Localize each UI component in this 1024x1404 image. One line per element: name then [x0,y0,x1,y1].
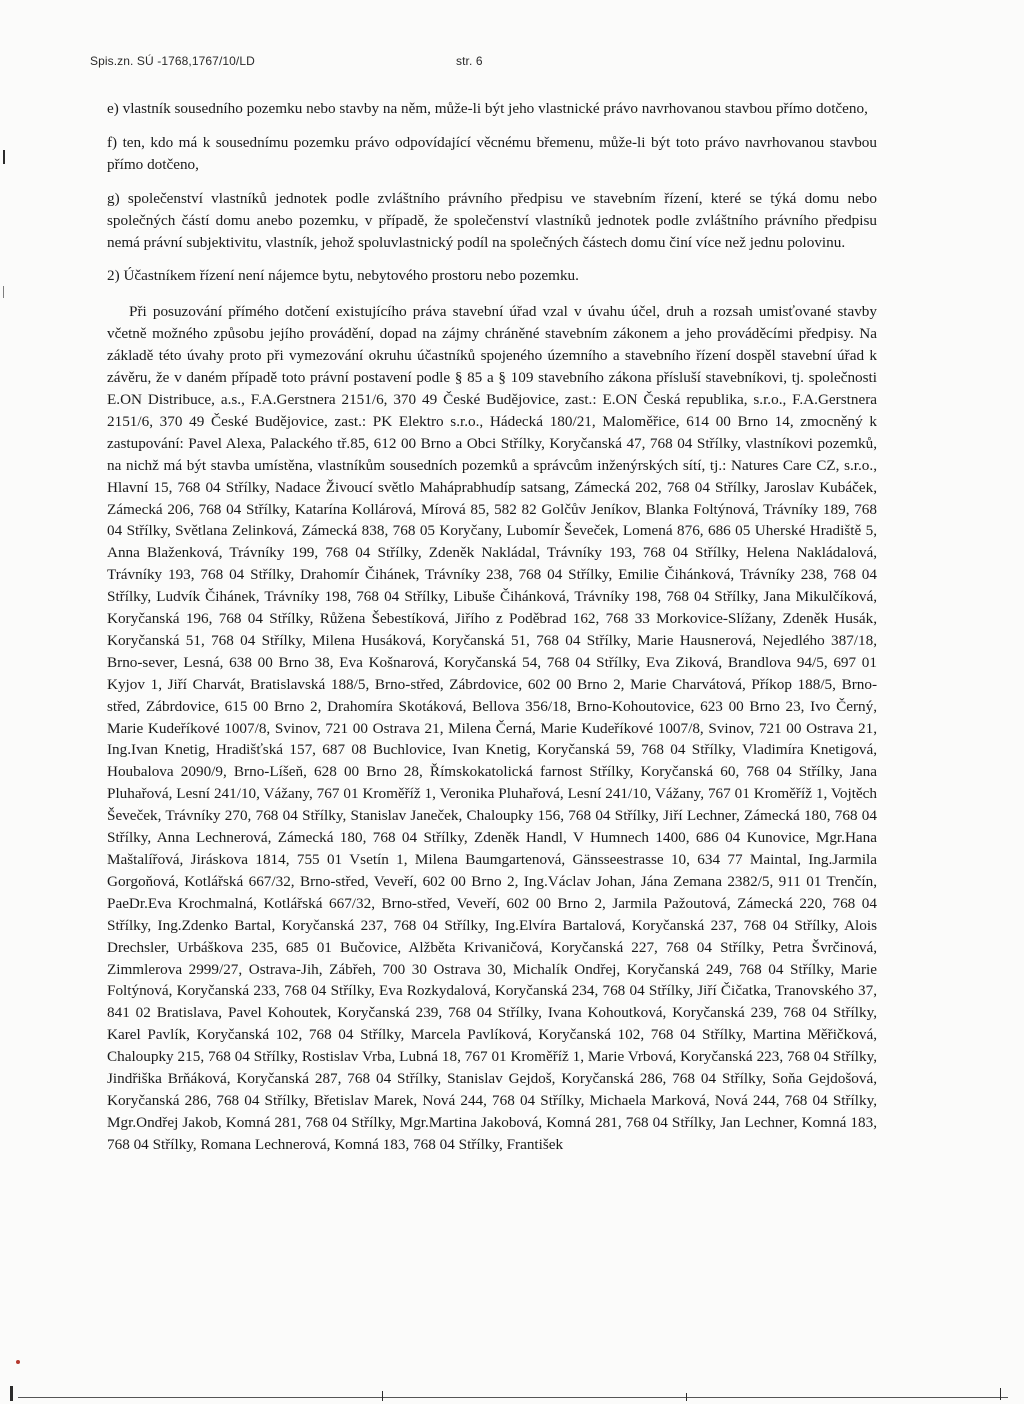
paragraph-main: Při posuzování přímého dotčení existujícího práva stavební úřad vzal v úvahu účel, druh a rozsah umisťované stavby včetně možného způsobu jejího provádění, dopad na zájmy chráněné stavebním zákonem a jeho prováděcími předpisy. Na základě této úvahy proto při vymezování okruhu účastníků spojeného územního a stavebního řízení dospěl stavební úřad k závěru, že v daném případě toto právní postavení podle § 85 a § 109 stavebního zákona přísluší stavebníkovi, tj. společnosti E.ON Distribuce, a.s., F.A.Gerstnera 2151/6, 370 49 České Budějovice, zast.: E.ON Česká republika, s.r.o., F.A.Gerstnera 2151/6, 370 49 České Budějovice, zast.: PK Elektro s.r.o., Hádecká 180/21, Maloměřice, 614 00 Brno 14, zmocněný k zastupování: Pavel Alexa, Palackého tř.85, 612 00 Brno a Obci Střílky, Koryčanská 47, 768 04 Střílky, vlastníkovi pozemků, na nichž má být stavba umístěna, vlastníkům sousedních pozemků a správcům inženýrských sítí, tj.: Natures Care CZ, s.r.o., Hlavní 15, 768 04 Střílky, Nadace Živoucí světlo Maháprabhudíp satsang, Zámecká 202, 768 04 Střílky, Jaroslav Kubáček, Zámecká 206, 768 04 Střílky, Katarína Kollárová, Mírová 85, 582 82 Golčův Jeníkov, Blanka Foltýnová, Trávníky 189, 768 04 Střílky, Světlana Zelinková, Zámecká 838, 768 05 Koryčany, Lubomír Ševeček, Lomená 876, 686 05 Uherské Hradiště 5, Anna Blaženková, Trávníky 199, 768 04 Střílky, Zdeněk Nakládal, Trávníky 193, 768 04 Střílky, Helena Nakládalová, Trávníky 193, 768 04 Střílky, Drahomír Čihánek, Trávníky 238, 768 04 Střílky, Emilie Čihánková, Trávníky 238, 768 04 Střílky, Ludvík Čihánek, Trávníky 198, 768 04 Střílky, Libuše Čihánková, Trávníky 198, 768 04 Střílky, Jana Mikulčíková, Koryčanská 196, 768 04 Střílky, Růžena Šebestíková, Jiřího z Poděbrad 162, 768 33 Morkovice-Slížany, Zdeněk Husák, Koryčanská 51, 768 04 Střílky, Milena Husáková, Koryčanská 51, 768 04 Střílky, Marie Hausnerová, Nejedlého 387/18, Brno-sever, Lesná, 638 00 Brno 38, Eva Košnarová, Koryčanská 54, 768 04 Střílky, Eva Ziková, Brandlova 94/5, 697 01 Kyjov 1, Jiří Charvát, Bratislavská 188/5, Brno-střed, Zábrdovice, 602 00 Brno 2, Marie Charvátová, Příkop 188/5, Brno-střed, Zábrdovice, 615 00 Brno 2, Drahomíra Skotáková, Bellova 356/18, Brno-Kohoutovice, 623 00 Brno 23, Ivo Černý, Marie Kudeříkové 1007/8, Svinov, 721 00 Ostrava 21, Milena Černá, Marie Kudeříkové 1007/8, Svinov, 721 00 Ostrava 21, Ing.Ivan Knetig, Hradišťská 157, 687 08 Buchlovice, Ivan Knetig, Koryčanská 59, 768 04 Střílky, Vladimíra Knetigová, Houbalova 2090/9, Brno-Líšeň, 628 00 Brno 28, Římskokatolická farnost Střílky, Koryčanská 60, 768 04 Střílky, Jana Pluhařová, Lesní 241/10, Vážany, 767 01 Kroměříž 1, Veronika Pluhařová, Lesní 241/10, Vážany, 767 01 Kroměříž 1, Vojtěch Ševeček, Trávníky 270, 768 04 Střílky, Stanislav Janeček, Chaloupky 156, 768 04 Střílky, Jiří Lechner, Zámecká 180, 768 04 Střílky, Anna Lechnerová, Zámecká 180, 768 04 Střílky, Zdeněk Handl, V Humnech 1400, 686 04 Kunovice, Mgr.Hana Maštalířová, Jiráskova 1814, 755 01 Vsetín 1, Milena Baumgartenová, Gänsseestrasse 10, 634 77 Maintal, Ing.Jarmila Gorgoňová, Kotlářská 667/32, Brno-střed, Veveří, 602 00 Brno 2, Ing.Václav Johan, Jána Zemana 2382/5, 911 01 Trenčín, PaeDr.Eva Krochmalná, Kotlářská 667/32, Brno-střed, Veveří, 602 00 Brno 2, Jarmila Pažoutová, Zámecká 220, 768 04 Střílky, Ing.Zdenko Bartal, Koryčanská 237, 768 04 Střílky, Ing.Elvíra Bartalová, Koryčanská 237, 768 04 Střílky, Alois Drechsler, Urbáškova 235, 685 01 Bučovice, Alžběta Krivaničová, Koryčanská 227, 768 04 Střílky, Petra Švrčinová, Zimmlerova 2999/27, Ostrava-Jih, Zábřeh, 700 30 Ostrava 30, Michalík Ondřej, Koryčanská 249, 768 04 Střílky, Marie Foltýnová, Koryčanská 233, 768 04 Střílky, Eva Rozkydalová, Koryčanská 234, 768 04 Střílky, Jiří Čičatka, Tranovského 37, 841 02 Bratislava, Pavel Kohoutek, Koryčanská 239, 768 04 Střílky, Ivana Kohoutková, Koryčanská 239, 768 04 Střílky, Karel Pavlík, Koryčanská 102, 768 04 Střílky, Marcela Pavlíková, Koryčanská 102, 768 04 Střílky, Martina Měřičková, Chaloupky 215, 768 04 Střílky, Rostislav Vrba, Lubná 18, 767 01 Kroměříž 1, Marie Vrbová, Koryčanská 223, 768 04 Střílky, Jindřiška Brňáková, Koryčanská 287, 768 04 Střílky, Stanislav Gejdoš, Koryčanská 286, 768 04 Střílky, Soňa Gejdošová, Koryčanská 286, 768 04 Střílky, Břetislav Marek, Nová 244, 768 04 Střílky, Michaela Marková, Nová 244, 768 04 Střílky, Mgr.Ondřej Jakob, Komná 281, 768 04 Střílky, Mgr.Martina Jakobová, Komná 281, 768 04 Střílky, Jan Lechner, Komná 183, 768 04 Střílky, Romana Lechnerová, Komná 183, 768 04 Střílky, František [107,303,877,1153]
scan-artifact-left-2 [3,286,4,298]
scan-artifact-dot [16,1360,20,1364]
paragraph-e: e) vlastník sousedního pozemku nebo stavby na něm, může-li být jeho vlastnické právo navrhovanou stavbou přímo dotčeno, [107,100,868,117]
scan-bottom-edge [18,1397,1008,1398]
document-body [107,98,877,1168]
scan-artifact-tick-c [1000,1388,1001,1400]
scan-artifact-left [3,150,5,164]
scan-artifact-tick-a [382,1391,383,1401]
page-number: str. 6 [456,54,483,68]
paragraph-g: g) společenství vlastníků jednotek podle zvláštního právního předpisu ve stavebním řízení, které se týká domu nebo společných částí domu anebo pozemku, v případě, že společenství vlastníků jednotek podle zvláštního právního předpisu nemá právní subjektivitu, vlastník, jehož spoluvlastnický podíl na společných částech domu činí více než jednu polovinu. [107,189,877,251]
scan-artifact-tick-b [686,1393,687,1401]
paragraph-2: 2) Účastníkem řízení není nájemce bytu, nebytového prostoru nebo pozemku. [107,267,579,285]
scan-artifact-corner [10,1386,13,1401]
file-reference: Spis.zn. SÚ -1768,1767/10/LD [90,54,255,68]
paragraph-f: f) ten, kdo má k sousednímu pozemku právo odpovídající věcnému břemenu, může-li být toto právo navrhovanou stavbou přímo dotčeno, [107,133,877,173]
